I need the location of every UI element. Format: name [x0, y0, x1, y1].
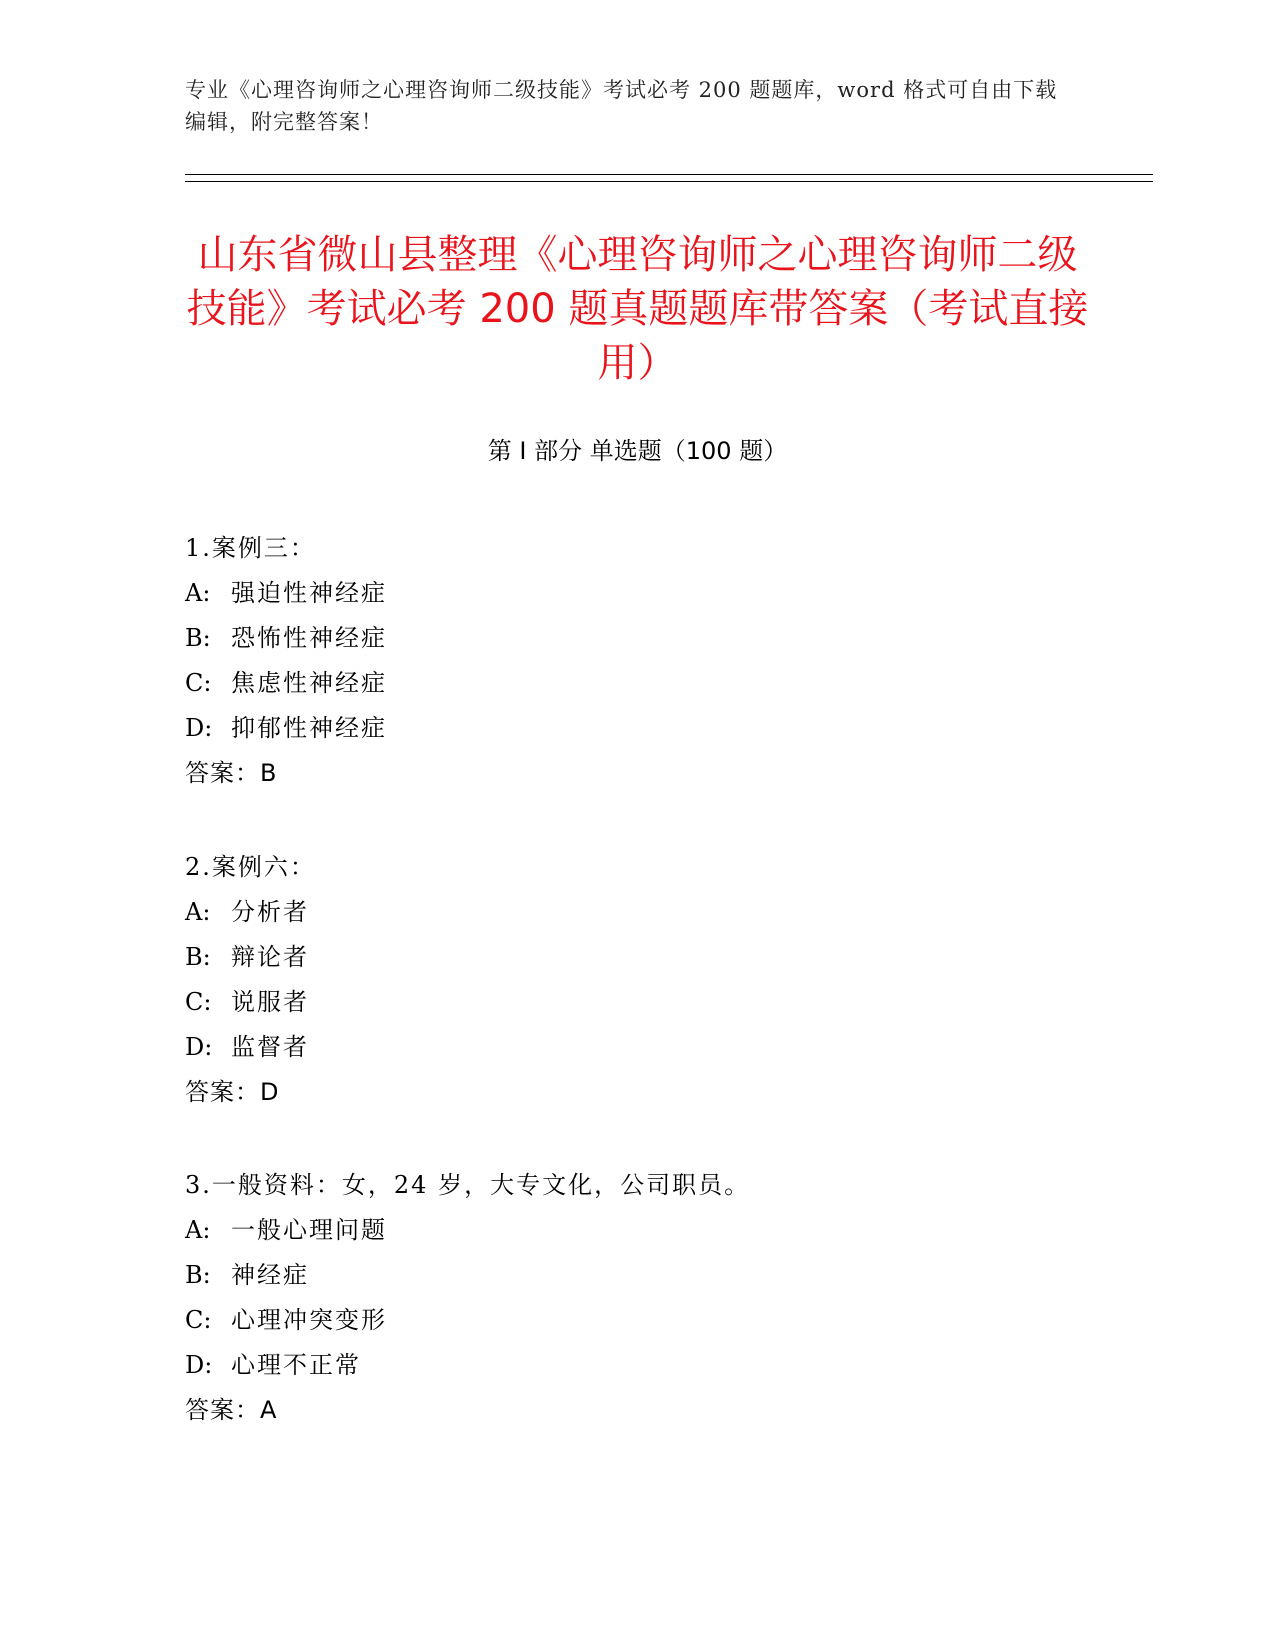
- document-title: 山东省微山县整理《心理咨询师之心理咨询师二级技能》考试必考 200 题真题题库带答案（考试直接用）: [186, 232, 1089, 386]
- option-letter: D:: [185, 1351, 213, 1379]
- option-text: 抑郁性神经症: [231, 714, 387, 742]
- header-note: 专业《心理咨询师之心理咨询师二级技能》考试必考 200 题题库，word 格式可自由下载编辑，附完整答案！: [185, 78, 1058, 134]
- question-1: [185, 526, 1085, 796]
- option-d: [185, 1025, 1085, 1070]
- option-text: 神经症: [231, 1261, 309, 1289]
- option-c: [185, 1298, 1085, 1343]
- option-text: 辩论者: [231, 943, 309, 971]
- answer-line: 答案：B: [185, 759, 278, 787]
- option-text: 心理不正常: [231, 1351, 361, 1379]
- option-text: 强迫性神经症: [231, 579, 387, 607]
- option-text: 说服者: [231, 988, 309, 1016]
- option-letter: C:: [185, 1306, 212, 1334]
- option-c: [185, 980, 1085, 1025]
- question-stem: 1.案例三：: [185, 534, 316, 562]
- option-letter: B:: [185, 1261, 211, 1289]
- header-divider: [185, 174, 1153, 182]
- option-text: 焦虑性神经症: [231, 669, 387, 697]
- option-text: 心理冲突变形: [231, 1306, 387, 1334]
- option-text: 监督者: [231, 1033, 309, 1061]
- option-a: [185, 571, 1085, 616]
- answer-line: 答案：A: [185, 1396, 278, 1424]
- option-letter: D:: [185, 1033, 213, 1061]
- option-a: [185, 1208, 1085, 1253]
- question-2: [185, 845, 1085, 1115]
- option-b: [185, 616, 1085, 661]
- option-letter: B:: [185, 624, 211, 652]
- option-d: [185, 706, 1085, 751]
- answer-line: 答案：D: [185, 1078, 280, 1106]
- option-letter: D:: [185, 714, 213, 742]
- option-letter: A:: [185, 1216, 211, 1244]
- option-letter: A:: [185, 898, 211, 926]
- option-letter: B:: [185, 943, 211, 971]
- section-title: 第 I 部分 单选题（100 题）: [487, 437, 788, 465]
- option-c: [185, 661, 1085, 706]
- option-letter: C:: [185, 669, 212, 697]
- option-d: [185, 1343, 1085, 1388]
- question-3: [185, 1163, 1085, 1433]
- option-text: 恐怖性神经症: [231, 624, 387, 652]
- option-b: [185, 1253, 1085, 1298]
- option-text: 分析者: [231, 898, 309, 926]
- question-stem: 2.案例六：: [185, 853, 316, 881]
- option-text: 一般心理问题: [231, 1216, 387, 1244]
- question-stem: 3.一般资料：女，24 岁，大专文化，公司职员。: [185, 1171, 751, 1199]
- option-b: [185, 935, 1085, 980]
- option-letter: A:: [185, 579, 211, 607]
- option-a: [185, 890, 1085, 935]
- option-letter: C:: [185, 988, 212, 1016]
